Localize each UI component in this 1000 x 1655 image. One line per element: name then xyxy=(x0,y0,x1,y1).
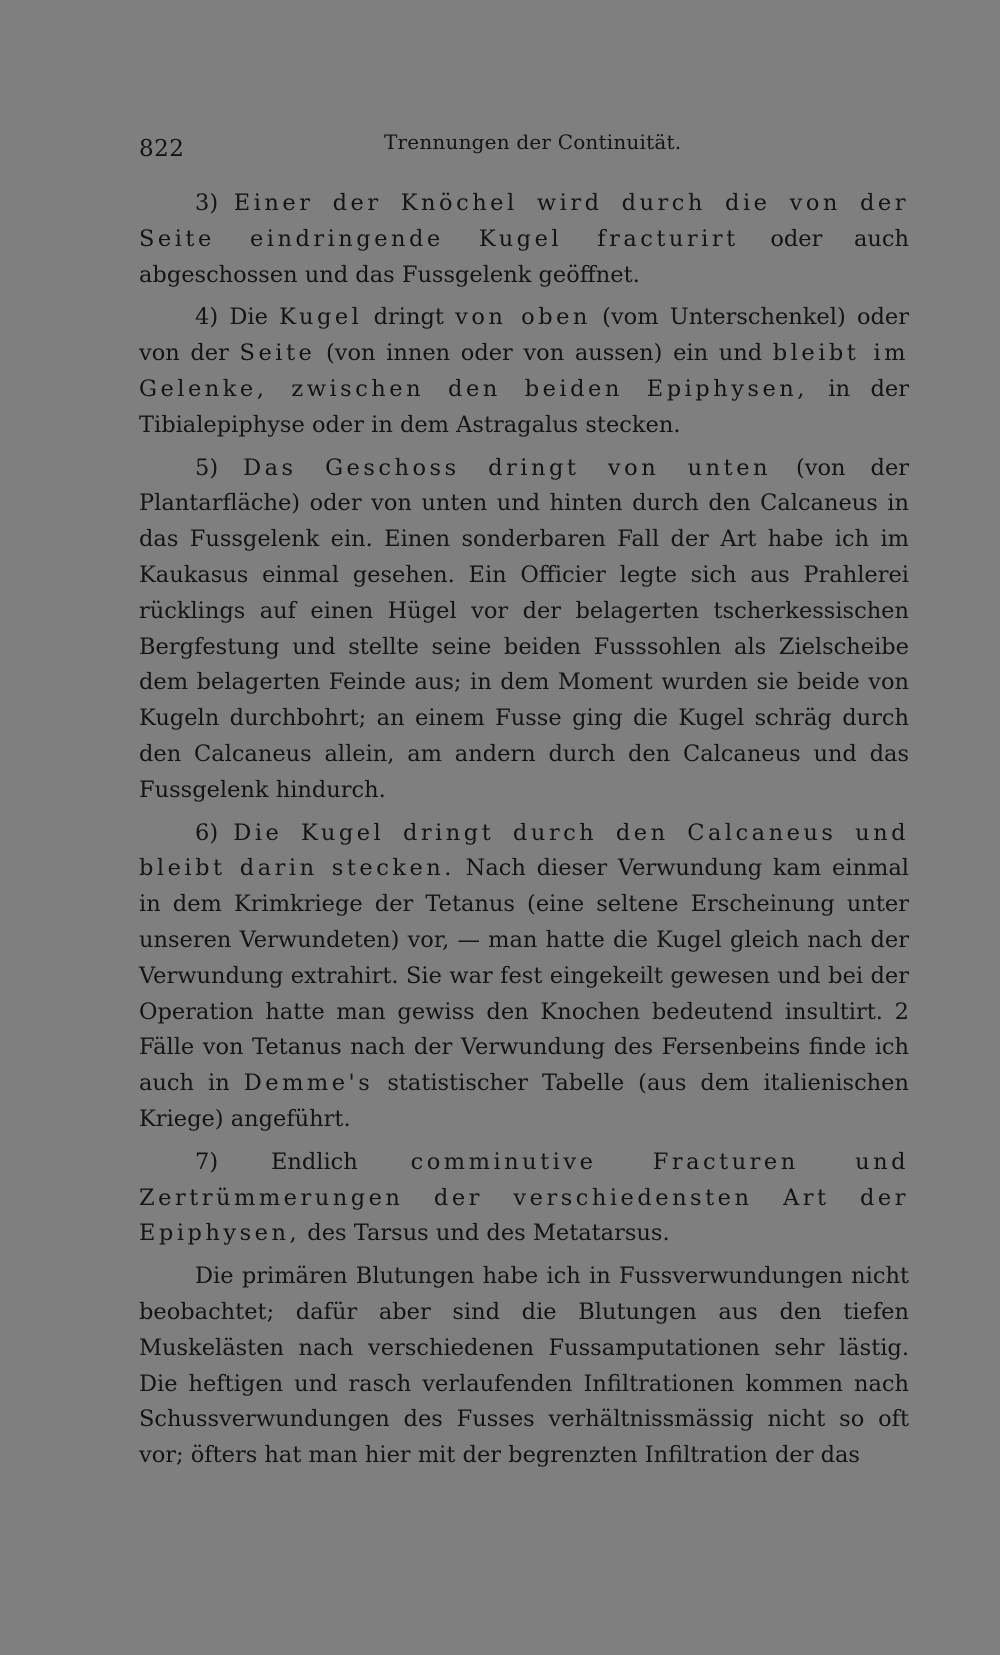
paragraph-7-text: des Tarsus und des Metatarsus. xyxy=(307,1220,670,1247)
paragraph-bleeding-text: Die primären Blutungen habe ich in Fussverwundungen nicht beobachtet; dafür aber sind die Blutungen aus den tiefen Muskelästen nach verschiedenen Fussamputationen sehr lästig. Die heftigen und rasch verlaufenden Infiltrationen kommen nach Schussverwundungen des Fusses verhältnissmässig nicht so oft vor; öfters hat man hier mit der begrenzten Infiltration der das xyxy=(139,1263,909,1469)
paragraph-7-emphasis: comminutive Fracturen und Zertrümmerungen der verschiedensten Art der Epiphysen, xyxy=(139,1148,909,1247)
paragraph-4-emphasis-c: Seite xyxy=(239,340,316,367)
paragraph-5-emphasis: Das Geschoss dringt von unten xyxy=(243,454,772,481)
paragraph-5 xyxy=(139,451,909,809)
paragraph-4-emphasis: Kugel xyxy=(279,304,363,331)
paragraph-3-text: oder auch abgeschossen und das Fussgelenk geöffnet. xyxy=(139,225,910,288)
page-header xyxy=(139,130,909,170)
paragraph-6-text-a: Nach dieser Verwundung kam einmal in dem Krimkriege der Tetanus (eine seltene Erscheinung unter unseren Verwundeten) vor, — man hatte die Kugel gleich nach der Verwundung extrahirt. Sie war fest eingekeilt gewesen und bei der Operation hatte man gewiss den Knochen bedeutend insultirt. 2 Fälle von Tetanus nach der Verwundung des Fersenbeins finde ich auch in xyxy=(139,855,910,1097)
paragraph-6-emphasis-b: Demme's xyxy=(243,1070,374,1097)
running-title: Trennungen der Continuität. xyxy=(384,130,682,154)
paragraph-3 xyxy=(139,186,909,293)
paragraph-6-emphasis: Die Kugel dringt durch den Calcaneus und bleibt darin stecken. xyxy=(139,819,910,882)
paragraph-5-number: 5) xyxy=(195,454,219,481)
paragraph-7 xyxy=(139,1145,909,1252)
paragraph-7-number: 7) Endlich xyxy=(195,1148,358,1175)
paragraph-4-text-d: in der Tibialepiphyse oder in dem Astragalus stecken. xyxy=(139,375,909,438)
paragraph-4-number: 4) Die xyxy=(195,304,268,331)
paragraph-3-number: 3) xyxy=(195,190,219,216)
paragraph-6-number: 6) xyxy=(195,819,219,846)
paragraph-3-emphasis: Einer der Knöchel wird durch die von der Seite eindringende Kugel fracturirt xyxy=(139,190,909,252)
paragraph-4-emphasis-b: von oben xyxy=(455,304,591,331)
body-text xyxy=(139,186,909,1481)
page-number: 822 xyxy=(139,136,185,162)
paragraph-4-emphasis-d: bleibt im Gelenke, zwischen den beiden Epiphysen, xyxy=(139,340,910,402)
paragraph-4-text-c: (von innen oder von aussen) ein und xyxy=(325,340,763,367)
paragraph-4-text-b: (vom Unterschenkel) oder von der xyxy=(139,304,909,367)
paragraph-6-text-b: statistischer Tabelle (aus dem italienischen Kriege) angeführt. xyxy=(139,1070,909,1132)
paragraph-6 xyxy=(139,816,909,1138)
paragraph-4-text-a: dringt xyxy=(373,304,444,331)
paragraph-4 xyxy=(139,300,909,443)
paragraph-bleeding xyxy=(139,1259,909,1474)
paragraph-5-text: (von der Plantarfläche) oder von unten und hinten durch den Calcaneus in das Fussgelenk ein. Einen sonderbaren Fall der Art habe ich im Kaukasus einmal gesehen. Ein Officier legte sich aus Prahlerei rücklings auf einen Hügel vor der belagerten tscherkessischen Bergfestung und stellte seine beiden Fusssohlen als Zielscheibe dem belagerten Feinde aus; in dem Moment wurden sie beide von Kugeln durchbohrt; an einem Fusse ging die Kugel schräg durch den Calcaneus allein, am andern durch den Calcaneus und das Fussgelenk hindurch. xyxy=(139,454,910,803)
